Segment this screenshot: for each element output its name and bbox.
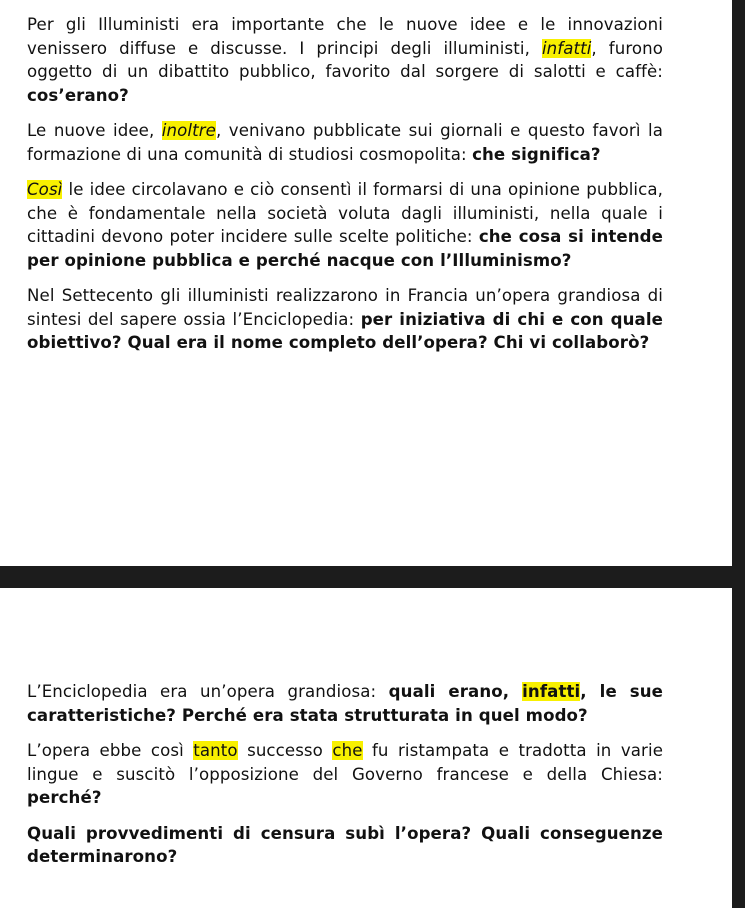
document-page-2 — [0, 588, 732, 908]
page-divider — [0, 566, 745, 588]
question: quali erano, infatti, le sue caratteristiche? Perché era stata strutturata in quel modo? — [27, 682, 664, 725]
highlight-tanto: tanto — [193, 741, 238, 760]
question: per iniziativa di chi e con quale obiettivo? Qual era il nome completo dell’opera? Chi vi collaborò? — [27, 309, 663, 352]
paragraph-successo: L’opera ebbe così tanto successo che fu ristampata e tradotta in varie lingue e suscitò l’opposizione del Governo francese e della Chiesa: perché? — [27, 741, 664, 807]
paragraph-caratteristiche: L’Enciclopedia era un’opera grandiosa: quali erano, infatti, le sue caratteristiche? Perché era stata strutturata in quel modo? — [27, 682, 664, 725]
highlight-infatti: infatti — [541, 38, 592, 58]
highlight-che: che — [332, 741, 363, 760]
paragraph-censura — [27, 822, 663, 869]
question: perché? — [27, 788, 102, 807]
paragraph-enciclopedia: Nel Settecento gli illuministi realizzarono in Francia un’opera grandiosa di sintesi del sapere ossia l’Enciclopedia: per iniziativa di chi e con quale obiettivo? Qual era il nome completo dell’opera? Chi vi collaborò? — [27, 286, 663, 352]
page-1-text — [27, 13, 663, 367]
highlight-cosi: Così — [27, 180, 63, 199]
paragraph-opinione-pubblica: Così le idee circolavano e ciò consentì il formarsi di una opinione pubblica, che è fondamentale nella società voluta dagli illuministi, nella quale i cittadini devono poter incidere sulle scelte politiche: che cosa si intende per opinione pubblica e perché nacque con l’Illuminismo? — [27, 180, 663, 270]
page-2-text — [27, 680, 663, 881]
right-edge-bar — [732, 0, 745, 908]
paragraph-giornali: Le nuove idee, inoltre, venivano pubblicate sui giornali e questo favorì la formazione di una comunità di studiosi cosmopolita: che significa? — [27, 121, 663, 164]
question: che significa? — [472, 144, 601, 164]
highlight-infatti: infatti — [522, 682, 581, 701]
question: Quali provvedimenti di censura subì l’opera? Quali conseguenze determinarono? — [27, 823, 663, 866]
question: cos’erano? — [27, 85, 129, 105]
question: che cosa si intende per opinione pubblica e perché nacque con l’Illuminismo? — [27, 227, 663, 270]
highlight-inoltre: inoltre — [161, 121, 216, 140]
paragraph-salotti: Per gli Illuministi era importante che le nuove idee e le innovazioni venissero diffuse e discusse. I principi degli illuministi, infatti, furono oggetto di un dibattito pubblico, favorito dal sorgere di salotti e caffè: cos’erano? — [27, 15, 663, 105]
